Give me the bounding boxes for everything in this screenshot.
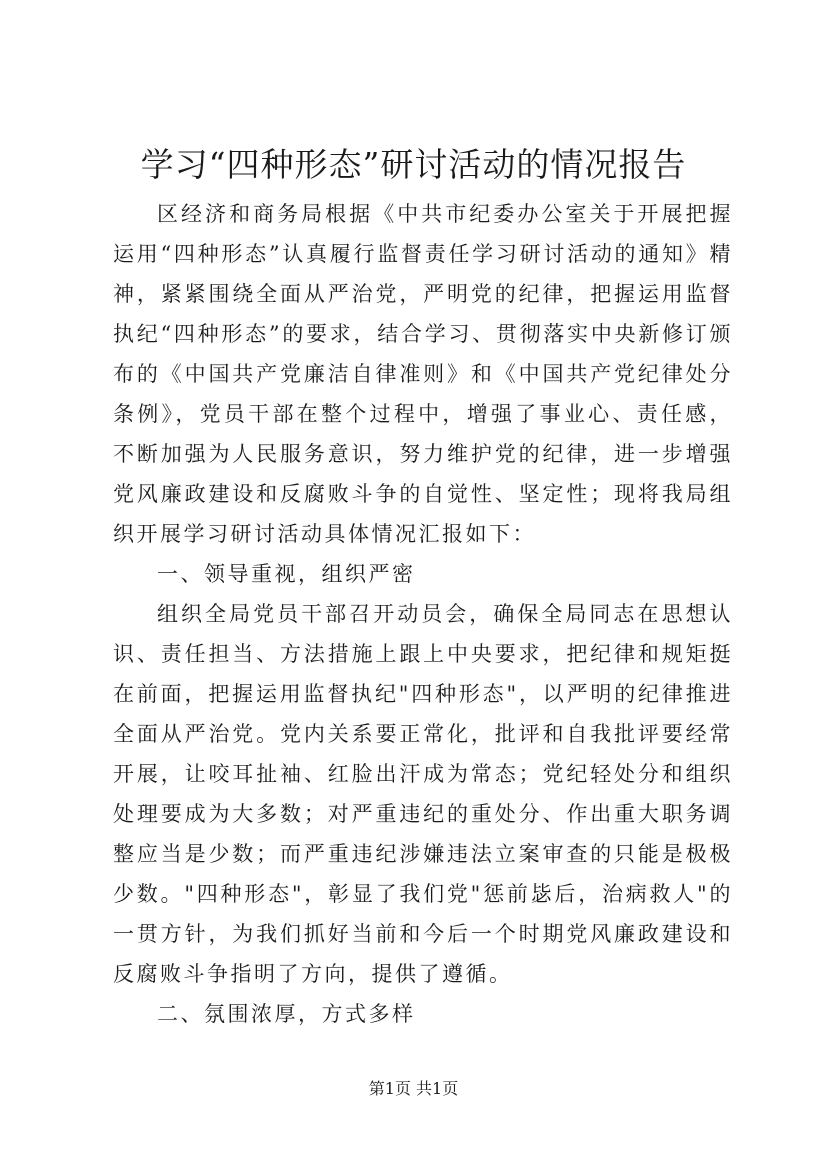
section-heading-2: 二、氛围浓厚，方式多样 [157, 1002, 416, 1026]
document-body [113, 194, 733, 1034]
page-footer: 第1页 共1页 [368, 1079, 459, 1098]
section-heading-1: 一、领导重视，组织严密 [157, 562, 416, 586]
section-1-paragraph: 组织全局党员干部召开动员会，确保全局同志在思想认识、责任担当、方法措施上跟上中央要求，把纪律和规矩挺在前面，把握运用监督执纪"四种形态"，以严明的纪律推进全面从严治党。党内关系要正常化，批评和自我批评要经常开展，让咬耳扯袖、红脸出汗成为常态；党纪轻处分和组织处理要成为大多数；对严重违纪的重处分、作出重大职务调整应当是少数；而严重违纪涉嫌违法立案审查的只能是极极少数。"四种形态"，彰显了我们党"惩前毖后，治病救人"的一贯方针，为我们抓好当前和今后一个时期党风廉政建设和反腐败斗争指明了方向，提供了遵循。 [113, 602, 733, 986]
document-title: 学习“四种形态”研讨活动的情况报告 [140, 145, 687, 184]
intro-paragraph: 区经济和商务局根据《中共市纪委办公室关于开展把握运用“四种形态”认真履行监督责任学习研讨活动的通知》精神，紧紧围绕全面从严治党，严明党的纪律，把握运用监督执纪“四种形态”的要求，结合学习、贯彻落实中央新修订颁布的《中国共产党廉洁自律准则》和《中国共产党纪律处分条例》，党员干部在整个过程中，增强了事业心、责任感，不断加强为人民服务意识，努力维护党的纪律，进一步增强党风廉政建设和反腐败斗争的自觉性、坚定性；现将我局组织开展学习研讨活动具体情况汇报如下： [113, 202, 733, 546]
